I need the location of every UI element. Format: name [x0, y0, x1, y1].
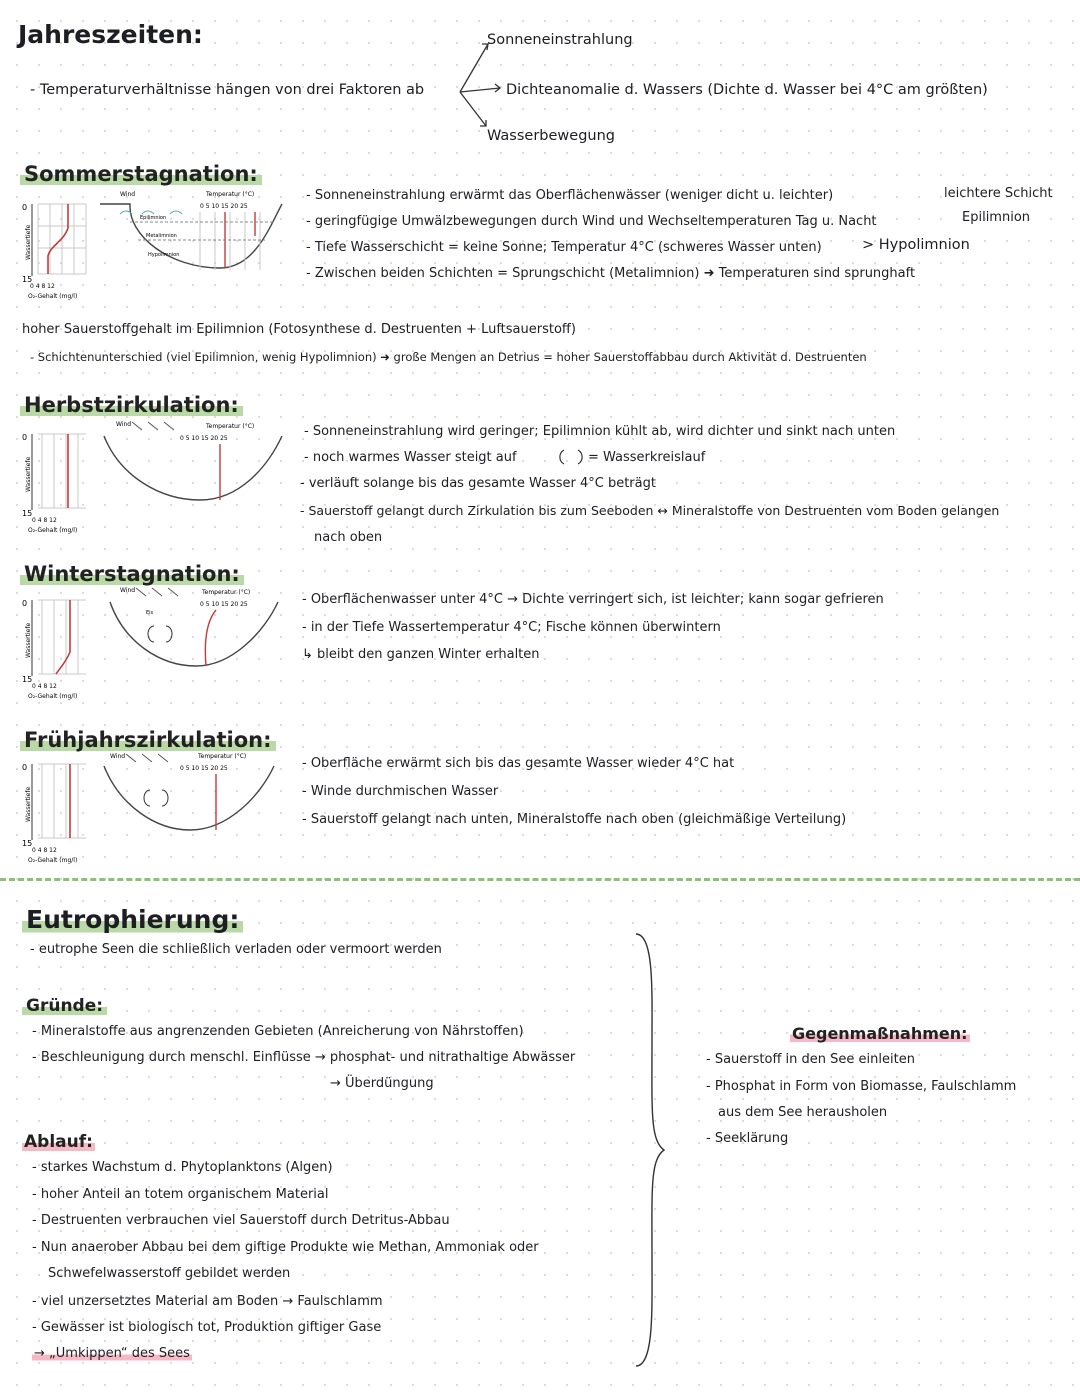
sommer-line-2: - geringfügige Umwälzbewegungen durch Wind und Wechseltemperaturen Tag u. Nacht: [306, 214, 877, 229]
gegen-line-4: - Seeklärung: [706, 1131, 789, 1146]
herbst-line-5: nach oben: [314, 530, 383, 545]
svg-text:15: 15: [22, 509, 33, 518]
svg-text:Wind: Wind: [120, 587, 136, 594]
svg-text:0 4 8 12: 0 4 8 12: [30, 283, 55, 290]
sommer-side-2: Epilimnion: [962, 210, 1031, 225]
svg-text:Eis: Eis: [146, 610, 154, 616]
heading-herbst: Herbstzirkulation:: [20, 393, 243, 417]
svg-text:0 4 8 12: 0 4 8 12: [32, 683, 57, 690]
winter-line-2: - in der Tiefe Wassertemperatur 4°C; Fische können überwintern: [302, 620, 721, 635]
svg-text:0: 0: [22, 763, 28, 772]
ablauf-line-1: - starkes Wachstum d. Phytoplanktons (Algen): [32, 1160, 333, 1175]
gruende-line-3: → Überdüngung: [330, 1076, 434, 1091]
svg-text:Wassertiefe: Wassertiefe: [25, 456, 32, 492]
gruende-line-1: - Mineralstoffe aus angrenzenden Gebieten (Anreicherung von Nährstoffen): [32, 1024, 524, 1039]
circulation-icon: [556, 444, 586, 470]
ablauf-line-7: - Gewässer ist biologisch tot, Produktion giftiger Gase: [32, 1320, 382, 1335]
svg-text:Wind: Wind: [116, 421, 132, 428]
svg-text:Temperatur (°C): Temperatur (°C): [198, 753, 247, 760]
winter-line-1: - Oberflächenwasser unter 4°C → Dichte verringert sich, ist leichter; kann sogar gefrieren: [302, 592, 884, 607]
gegen-line-1: - Sauerstoff in den See einleiten: [706, 1052, 915, 1067]
factor-sun: Sonneneinstrahlung: [487, 32, 633, 48]
heading-sommer: Sommerstagnation:: [20, 162, 262, 186]
ablauf-line-6: - viel unzersetztes Material am Boden → Faulschlamm: [32, 1294, 383, 1309]
svg-text:Wassertiefe: Wassertiefe: [25, 224, 32, 260]
svg-text:0 5 10 15 20 25: 0 5 10 15 20 25: [180, 435, 228, 442]
diagram-sommer: [20, 186, 290, 308]
svg-text:0 5 10 15 20 25: 0 5 10 15 20 25: [200, 203, 248, 210]
factor-density: Dichteanomalie d. Wassers (Dichte d. Wasser bei 4°C am größten): [506, 82, 988, 98]
fruehjahr-line-3: - Sauerstoff gelangt nach unten, Mineralstoffe nach oben (gleichmäßige Verteilung): [302, 812, 847, 827]
herbst-kreislauf: = Wasserkreislauf: [588, 450, 706, 465]
svg-text:Wind: Wind: [110, 753, 126, 760]
svg-text:O₂-Gehalt (mg/l): O₂-Gehalt (mg/l): [28, 527, 78, 534]
svg-text:15: 15: [22, 275, 33, 284]
svg-text:0 4 8 12: 0 4 8 12: [32, 847, 57, 854]
svg-text:Epilimnion: Epilimnion: [140, 215, 167, 221]
svg-text:Temperatur (°C): Temperatur (°C): [202, 589, 251, 596]
svg-text:Wassertiefe: Wassertiefe: [25, 786, 32, 822]
page-title: Jahreszeiten:: [18, 20, 203, 49]
ablauf-line-2: - hoher Anteil an totem organischem Material: [32, 1187, 329, 1202]
section-divider: [0, 878, 1080, 881]
svg-text:15: 15: [22, 675, 33, 684]
ablauf-line-8: → „Umkippen“ des Sees: [34, 1346, 190, 1361]
fruehjahr-line-1: - Oberfläche erwärmt sich bis das gesamte Wasser wieder 4°C hat: [302, 756, 735, 771]
herbst-line-4: - Sauerstoff gelangt durch Zirkulation bis zum Seeboden ↔ Mineralstoffe von Destruenten vom Boden gelangen: [300, 503, 1000, 518]
intro-line: - Temperaturverhältnisse hängen von drei Faktoren ab: [30, 82, 425, 98]
heading-fruehjahr: Frühjahrszirkulation:: [20, 728, 276, 752]
eutro-intro: - eutrophe Seen die schließlich verladen oder vermoort werden: [30, 942, 442, 957]
svg-text:0: 0: [22, 433, 28, 442]
sommer-line-3: - Tiefe Wasserschicht = keine Sonne; Temperatur 4°C (schweres Wasser unten): [306, 240, 822, 255]
svg-text:O₂-Gehalt (mg/l): O₂-Gehalt (mg/l): [28, 857, 78, 864]
curly-brace: [630, 930, 670, 1370]
svg-text:15: 15: [22, 839, 33, 848]
sommer-note-1: hoher Sauerstoffgehalt im Epilimnion (Fotosynthese d. Destruenten + Luftsauerstoff): [22, 322, 576, 337]
svg-text:O₂-Gehalt (mg/l): O₂-Gehalt (mg/l): [28, 293, 78, 300]
ablauf-heading: Ablauf:: [24, 1132, 93, 1152]
heading-eutro: Eutrophierung:: [22, 905, 243, 934]
ablauf-line-3: - Destruenten verbrauchen viel Sauerstoff durch Detritus-Abbau: [32, 1213, 450, 1228]
diagram-herbst: [20, 416, 290, 538]
winter-line-3: ↳ bleibt den ganzen Winter erhalten: [302, 647, 540, 662]
sommer-note-2: - Schichtenunterschied (viel Epilimnion, wenig Hypolimnion) ➜ große Mengen an Detrius = hoher Sauerstoffabbau durch Aktivität d. Destruenten: [30, 350, 867, 364]
svg-text:O₂-Gehalt (mg/l): O₂-Gehalt (mg/l): [28, 693, 78, 700]
svg-text:0: 0: [22, 203, 28, 212]
svg-text:Metalimnion: Metalimnion: [146, 233, 177, 239]
sommer-line-1: - Sonneneinstrahlung erwärmt das Oberflächenwässer (weniger dicht u. leichter): [306, 188, 834, 203]
svg-text:0: 0: [22, 599, 28, 608]
herbst-line-3: - verläuft solange bis das gesamte Wasser 4°C beträgt: [300, 476, 656, 491]
gegen-line-2: - Phosphat in Form von Biomasse, Faulschlamm: [706, 1079, 1017, 1094]
ablauf-line-5: Schwefelwasserstoff gebildet werden: [48, 1266, 291, 1281]
heading-winter: Winterstagnation:: [20, 562, 244, 586]
svg-text:0 4 8 12: 0 4 8 12: [32, 517, 57, 524]
svg-text:Temperatur (°C): Temperatur (°C): [206, 191, 255, 198]
sommer-hypo-label: > Hypolimnion: [862, 237, 970, 253]
herbst-line-1: - Sonneneinstrahlung wird geringer; Epilimnion kühlt ab, wird dichter und sinkt nach unten: [304, 424, 896, 439]
svg-text:Wassertiefe: Wassertiefe: [25, 622, 32, 658]
svg-text:Temperatur (°C): Temperatur (°C): [206, 423, 255, 430]
svg-text:0 5 10 15 20 25: 0 5 10 15 20 25: [180, 765, 228, 772]
svg-text:Wind: Wind: [120, 191, 136, 198]
gegen-line-3: aus dem See herausholen: [718, 1105, 888, 1120]
diagram-winter: [20, 582, 290, 704]
gruende-line-2: - Beschleunigung durch menschl. Einflüsse → phosphat- und nitrathaltige Abwässer: [32, 1050, 576, 1065]
gruende-heading: Gründe:: [22, 996, 107, 1016]
sommer-line-4: - Zwischen beiden Schichten = Sprungschicht (Metalimnion) ➜ Temperaturen sind sprunghaft: [306, 266, 916, 281]
fruehjahr-line-2: - Winde durchmischen Wasser: [302, 784, 499, 799]
svg-text:0 5 10 15 20 25: 0 5 10 15 20 25: [200, 601, 248, 608]
diagram-fruehjahr: [20, 746, 290, 868]
herbst-line-2: - noch warmes Wasser steigt auf: [304, 450, 517, 465]
factor-movement: Wasserbewegung: [487, 128, 615, 144]
gegen-heading: Gegenmaßnahmen:: [792, 1024, 968, 1043]
sommer-side-1: leichtere Schicht: [944, 186, 1053, 201]
svg-text:Hypolimnion: Hypolimnion: [148, 252, 180, 258]
ablauf-line-4: - Nun anaerober Abbau bei dem giftige Produkte wie Methan, Ammoniak oder: [32, 1240, 539, 1255]
